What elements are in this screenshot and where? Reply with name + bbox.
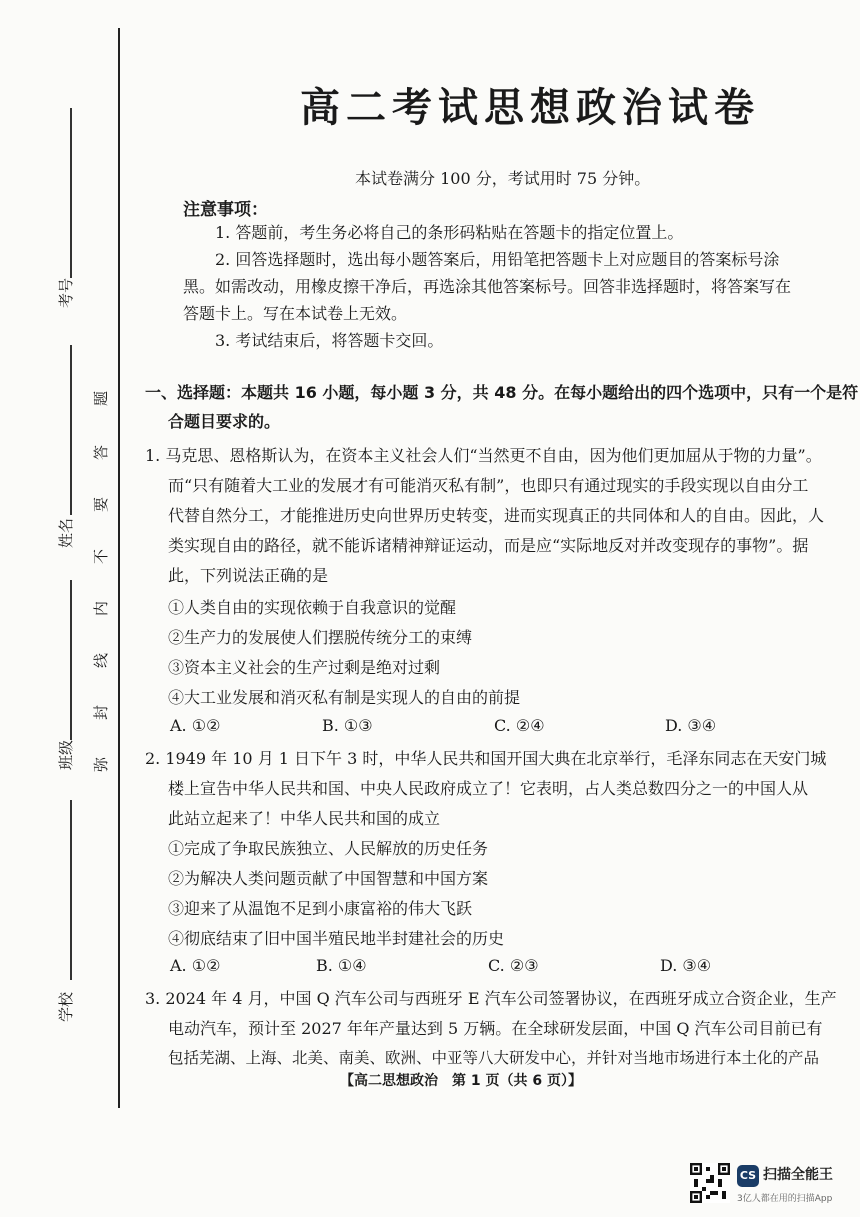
seal-char: 弥 [92, 756, 111, 773]
notice-line: 答题卡上。写在本试卷上无效。 [183, 304, 408, 323]
statement: ②为解决人类问题贡献了中国智慧和中国方案 [168, 869, 489, 888]
statement: ①人类自由的实现依赖于自我意识的觉醒 [168, 598, 457, 617]
scanner-app-tagline: 3亿人都在用的扫描App [737, 1194, 833, 1204]
exam-no-label: 考号 [57, 277, 75, 308]
option-c: C. ②④ [494, 716, 545, 735]
statement: ③资本主义社会的生产过剩是绝对过剩 [168, 658, 441, 677]
cs-logo-icon: CS [737, 1165, 759, 1187]
name-label: 姓名 [57, 517, 75, 548]
option-b: B. ①④ [316, 956, 367, 975]
notice-line: 3. 考试结束后，将答题卡交回。 [215, 331, 444, 350]
question-2-line: 此站立起来了！中华人民共和国的成立 [168, 809, 441, 828]
seal-char: 内 [92, 600, 111, 617]
section-heading: 一、选择题：本题共 16 小题，每小题 3 分，共 48 分。在每小题给出的四个选项中，只有一个是符 [145, 383, 859, 402]
notice-heading: 注意事项： [183, 200, 268, 220]
seal-char: 答 [92, 444, 111, 461]
option-a: A. ①② [170, 716, 221, 735]
seal-char: 题 [92, 390, 111, 407]
question-1-line: 此，下列说法正确的是 [168, 566, 329, 585]
question-1-line: 代替自然分工，才能推进历史向世界历史转变，进而实现真正的共同体和人的自由。因此，人 [168, 506, 825, 525]
option-d: D. ③④ [660, 956, 712, 975]
statement: ②生产力的发展使人们摆脱传统分工的束缚 [168, 628, 473, 647]
statement: ③迎来了从温饱不足到小康富裕的伟大飞跃 [168, 899, 473, 918]
exam-title: 高二考试思想政治试卷 [300, 85, 760, 131]
page-footer: 【高二思想政治 第 1 页（共 6 页）】 [340, 1073, 582, 1089]
statement: ①完成了争取民族独立、人民解放的历史任务 [168, 839, 489, 858]
option-b: B. ①③ [322, 716, 373, 735]
question-1-line: 而“只有随着大工业的发展才有可能消灭私有制”，也即只有通过现实的手段实现以自由分工 [168, 476, 809, 495]
option-d: D. ③④ [665, 716, 717, 735]
notice-line: 黑。如需改动，用橡皮擦干净后，再选涂其他答案标号。回答非选择题时，将答案写在 [183, 277, 792, 296]
question-2-line: 楼上宣告中华人民共和国、中央人民政府成立了！它表明，占人类总数四分之一的中国人从 [168, 779, 809, 798]
seal-char: 封 [92, 704, 111, 721]
binding-line [118, 28, 120, 1108]
question-2-line: 2. 1949 年 10 月 1 日下午 3 时，中华人民共和国开国大典在北京举行，毛泽东同志在天安门城 [145, 749, 827, 768]
question-1-line: 类实现自由的路径，就不能诉诸精神辩证运动，而是应“实际地反对并改变现存的事物”。据 [168, 536, 809, 555]
class-label: 班级 [57, 739, 75, 770]
section-heading-cont: 合题目要求的。 [168, 412, 281, 431]
seal-char: 要 [92, 496, 111, 513]
scanner-app-name: 扫描全能王 [763, 1167, 833, 1183]
statement: ④大工业发展和消灭私有制是实现人的自由的前提 [168, 688, 521, 707]
question-3-line: 电动汽车，预计至 2027 年年产量达到 5 万辆。在全球研发层面，中国 Q 汽车公司目前已有 [168, 1019, 823, 1038]
option-a: A. ①② [170, 956, 221, 975]
question-3-line: 包括芜湖、上海、北美、南美、欧洲、中亚等八大研发中心，并针对当地市场进行本土化的产品 [168, 1049, 820, 1067]
qr-code-icon [690, 1163, 730, 1203]
question-1-line: 1. 马克思、恩格斯认为，在资本主义社会人们“当然更不自由，因为他们更加屈从于物的力量”。 [145, 446, 822, 465]
exam-subtitle: 本试卷满分 100 分，考试用时 75 分钟。 [355, 169, 651, 188]
notice-line: 1. 答题前，考生务必将自己的条形码粘贴在答题卡的指定位置上。 [215, 223, 684, 242]
name-line [70, 345, 72, 515]
seal-char: 线 [92, 652, 111, 669]
notice-line: 2. 回答选择题时，选出每小题答案后，用铅笔把答题卡上对应题目的答案标号涂 [215, 250, 780, 269]
class-line [70, 580, 72, 740]
seal-char: 不 [92, 548, 111, 565]
statement: ④彻底结束了旧中国半殖民地半封建社会的历史 [168, 929, 505, 948]
school-label: 学校 [57, 991, 75, 1022]
exam-no-line [70, 108, 72, 278]
school-line [70, 800, 72, 980]
question-3-line: 3. 2024 年 4 月，中国 Q 汽车公司与西班牙 E 汽车公司签署协议，在西班牙成立合资企业，生产 [145, 989, 837, 1008]
option-c: C. ②③ [488, 956, 539, 975]
